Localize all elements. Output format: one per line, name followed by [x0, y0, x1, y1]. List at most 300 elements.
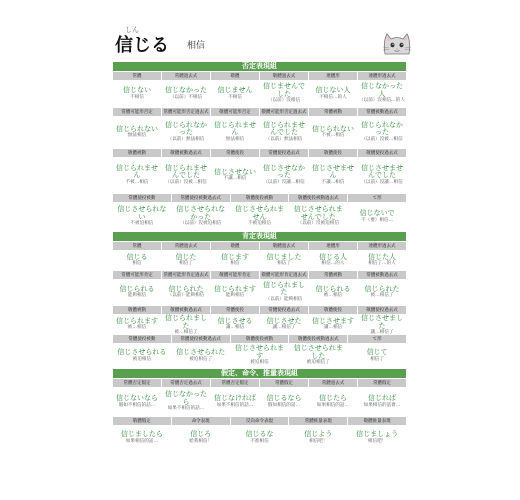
conjugation-row: [113, 108, 406, 148]
conjugated-form: 信じさせられませんでした: [293, 205, 343, 221]
conjugation-cell: [309, 306, 357, 334]
cell-body: [172, 425, 230, 450]
form-meaning: 如果相信的話…: [125, 438, 158, 444]
conjugation-cell: [260, 149, 308, 193]
conjugation-row: [113, 306, 406, 334]
form-label: 敬體被動過去式: [162, 306, 210, 314]
form-meaning: 被迫相信了: [306, 360, 330, 366]
form-meaning: （以前）無法相信: [265, 136, 303, 142]
conjugated-form: 信じさせませんでした: [361, 163, 403, 180]
cell-body: [172, 202, 230, 231]
conjugation-cell: [162, 149, 210, 193]
conjugated-form: 信じさせました: [361, 314, 403, 330]
cell-body: [211, 387, 259, 416]
cell-body: [113, 425, 171, 450]
conjugation-cell: [260, 72, 308, 107]
conjugated-form: 信じる: [126, 252, 148, 261]
cell-body: [162, 116, 210, 148]
conjugated-form: 信じられなかった: [361, 120, 403, 137]
form-meaning: 不被…相信: [125, 179, 149, 185]
conjugated-form: 信じられた: [364, 284, 400, 293]
cell-body: [348, 202, 406, 231]
form-meaning: 讓…相信: [225, 325, 245, 331]
conjugated-form: 信じられません: [116, 163, 158, 180]
cell-body: [113, 157, 161, 193]
cell-body: [162, 250, 210, 270]
cell-body: [162, 314, 210, 334]
form-label: 常體可能形肯定過去式: [163, 272, 209, 278]
conjugation-cell: [358, 72, 406, 107]
conjugation-cell: [309, 271, 357, 305]
conjugation-cell: [358, 242, 406, 270]
form-label: 敬體被動: [113, 306, 161, 314]
form-meaning: 不相信…的人: [319, 94, 347, 100]
conjugation-cell: [113, 242, 161, 270]
form-label: 常體使役被動: [113, 335, 171, 343]
conjugation-cell: [309, 108, 357, 148]
conjugation-cell: [231, 194, 289, 231]
form-meaning: 不被迫相信: [130, 221, 154, 227]
conjugation-table: [113, 61, 406, 450]
form-meaning: 給我相信！: [189, 438, 213, 444]
conjugation-row: [113, 149, 406, 193]
conjugated-form: 信じられる: [315, 284, 351, 293]
cell-body: [260, 80, 308, 107]
form-meaning: 如果相信的話會…: [363, 402, 401, 408]
form-meaning: 被…相信了: [370, 293, 394, 299]
form-label: 敬體推量表現: [348, 417, 406, 425]
form-label: 敬體被動過去式: [162, 149, 210, 157]
conjugated-form: 信じられます: [116, 316, 158, 325]
form-meaning: 相信…的人: [321, 261, 345, 267]
conjugation-cell: [289, 194, 347, 231]
conjugation-cell: [113, 108, 161, 148]
form-meaning: 如果不相信的話…: [167, 406, 205, 412]
conjugation-cell: [289, 417, 347, 450]
cell-body: [162, 157, 210, 193]
form-meaning: 能夠相信: [127, 293, 147, 299]
section-header: 假定、命令、推量表現組: [113, 369, 406, 378]
conjugation-row: [113, 335, 406, 368]
form-label: 常體否定假定: [211, 379, 259, 387]
form-label: 敬體使役過去式: [358, 149, 406, 157]
conjugated-form: 信じなければ: [214, 394, 256, 403]
cell-body: [260, 157, 308, 193]
conjugated-form: 信じられない: [116, 124, 158, 133]
form-label: 敬體可能形否定: [211, 108, 259, 116]
conjugation-cell: [211, 72, 259, 107]
conjugated-form: 信じられない: [312, 124, 354, 133]
cell-body: [211, 314, 259, 334]
cell-body: [309, 157, 357, 193]
cat-mascot-icon: [380, 29, 414, 57]
cell-body: [309, 387, 357, 416]
cell-body: [113, 116, 161, 148]
form-meaning: 相信: [230, 261, 240, 267]
form-meaning: 讓…相信了: [272, 325, 296, 331]
conjugation-cell: [211, 271, 259, 305]
conjugation-row: [113, 271, 406, 305]
form-meaning: （以前）能夠相信: [167, 293, 205, 299]
cell-body: [358, 387, 406, 416]
conjugation-cell: [113, 194, 171, 231]
form-meaning: （以前）沒被…相信: [165, 179, 207, 185]
conjugated-form: 信じなかった: [165, 86, 207, 95]
conjugation-cell: [113, 72, 161, 107]
form-label: 敬體使役被動過去式: [289, 194, 347, 202]
form-meaning: （以前）沒被…相信: [361, 136, 403, 142]
cell-body: [260, 250, 308, 270]
conjugation-cell: [113, 379, 161, 416]
form-meaning: 不准相信: [250, 438, 269, 444]
conjugation-cell: [309, 72, 357, 107]
form-meaning: 相信吧！: [309, 438, 328, 444]
conjugated-form: 信じない: [123, 86, 151, 95]
cell-body: [358, 80, 406, 107]
form-label: 常體使役被動: [113, 194, 171, 202]
conjugated-form: 信じられません: [214, 120, 256, 137]
form-label: 連體形過去式: [358, 242, 406, 250]
conjugated-form: 信じなかった人: [361, 82, 403, 98]
form-label: 敬體被動: [113, 149, 161, 157]
conjugated-form: 信じます: [221, 252, 249, 261]
conjugation-cell: [172, 194, 230, 231]
conjugation-cell: [231, 417, 289, 450]
conjugation-cell: [211, 149, 259, 193]
form-meaning: 相信了: [277, 261, 291, 267]
cell-body: [260, 314, 308, 334]
form-meaning: （以前）沒讓…相信: [263, 179, 305, 185]
conjugation-cell: [172, 335, 230, 368]
conjugation-cell: [162, 242, 210, 270]
cell-body: [289, 343, 347, 368]
conjugation-cell: [172, 417, 230, 450]
form-label: 常體過去式: [309, 379, 357, 387]
form-label: 敬體過去式: [260, 72, 308, 80]
form-meaning: 相信: [132, 261, 142, 267]
conjugation-row: [113, 379, 406, 416]
form-label: 常體被動過去式: [358, 108, 406, 116]
cell-body: [162, 279, 210, 305]
form-label: 敬體使役被動過去式: [289, 335, 347, 343]
cell-body: [162, 80, 210, 107]
form-label: 敬體: [211, 72, 259, 80]
form-label: 常體使役: [211, 306, 259, 314]
cell-body: [231, 202, 289, 231]
conjugated-form: 信じられる: [119, 284, 155, 293]
form-meaning: 讓…相信: [323, 325, 343, 331]
conjugated-form: 信じるな: [245, 430, 274, 439]
form-meaning: （以前）沒被迫相信: [297, 221, 339, 227]
form-label: 常體推量表現: [289, 417, 347, 425]
cell-body: [348, 425, 406, 450]
conjugation-cell: [162, 271, 210, 305]
cell-body: [162, 387, 210, 416]
form-label: 常體: [113, 242, 161, 250]
verb-title: 信じる: [115, 35, 169, 56]
conjugation-cell: [231, 335, 289, 368]
form-meaning: （以前）能夠相信: [265, 296, 303, 302]
form-meaning: 假如相信的話…: [267, 402, 301, 408]
conjugated-form: 信じないで: [359, 209, 395, 218]
form-label: 常體可能形否定: [113, 108, 161, 116]
conjugated-form: 信じられませんでした: [165, 163, 207, 180]
conjugation-cell: [162, 379, 210, 416]
form-meaning: 能夠相信: [225, 293, 245, 299]
form-meaning: 無法相信: [225, 136, 245, 142]
cell-body: [309, 250, 357, 270]
conjugated-form: 信じさせられます: [234, 344, 284, 360]
conjugated-form: 信じられました: [165, 314, 207, 330]
form-label: 常體: [113, 72, 161, 80]
conjugated-form: 信じた人: [368, 252, 396, 261]
cell-body: [358, 157, 406, 193]
conjugated-form: 信じれば: [368, 394, 396, 403]
conjugation-cell: [113, 271, 161, 305]
cell-body: [231, 343, 289, 368]
cell-body: [260, 387, 308, 416]
conjugation-cell: [348, 194, 406, 231]
form-label: 敬體假定: [113, 417, 171, 425]
cell-body: [309, 116, 357, 148]
form-label: 敬體使役被動: [231, 194, 289, 202]
conjugation-cell: [358, 306, 406, 334]
form-meaning: 被迫相信: [132, 356, 152, 362]
conjugated-form: 信じろ: [190, 430, 212, 439]
form-label: 常體過去式: [162, 242, 210, 250]
cell-body: [113, 202, 171, 231]
conjugated-form: 信じさせます: [312, 316, 354, 325]
cell-body: [211, 116, 259, 148]
form-label: 常體可能形肯定: [113, 271, 161, 279]
form-meaning: 被迫相信了: [189, 356, 213, 362]
conjugated-form: 信じましょう: [356, 430, 399, 439]
conjugated-form: 信じさせない: [214, 167, 256, 176]
form-label: 常體使役被動過去式: [172, 194, 230, 202]
form-label: 常體被動: [309, 108, 357, 116]
form-meaning: 如果不相信的話…: [216, 402, 254, 408]
form-label: 常體否定假定: [113, 379, 161, 387]
form-label: 常體被動過去式: [358, 271, 406, 279]
conjugated-form: 信じないなら: [116, 394, 158, 403]
cell-body: [113, 250, 161, 270]
form-meaning: 相信了: [370, 356, 384, 362]
conjugated-form: 信じられなかった: [165, 120, 207, 137]
conjugation-cell: [348, 417, 406, 450]
conjugated-form: 信じました: [266, 252, 302, 261]
form-meaning: （以前）沒相信: [267, 98, 301, 104]
form-label: 敬體使役: [309, 149, 357, 157]
conjugation-cell: [211, 306, 259, 334]
cell-body: [289, 202, 347, 231]
conjugation-cell: [211, 242, 259, 270]
form-meaning: 不相信: [228, 94, 242, 100]
conjugated-form: 信じて: [366, 348, 388, 357]
conjugation-cell: [358, 149, 406, 193]
cell-body: [113, 343, 171, 368]
conjugated-form: 信じるなら: [266, 394, 302, 403]
form-meaning: 相信了: [179, 261, 193, 267]
form-label: 敬體使役被動: [231, 335, 289, 343]
form-label: 常體使役過去式: [260, 306, 308, 314]
conjugation-cell: [162, 108, 210, 148]
cell-body: [211, 250, 259, 270]
form-label: 敬體使役過去式: [358, 306, 406, 314]
form-meaning: 假如不相信的話…: [118, 402, 156, 408]
conjugation-cell: [260, 242, 308, 270]
conjugation-cell: [260, 108, 308, 148]
form-label: 連體形過去式: [358, 72, 406, 80]
conjugated-form: 信じましたら: [120, 430, 163, 439]
conjugation-cell: [113, 335, 171, 368]
cell-body: [113, 80, 161, 107]
conjugated-form: 信じられた: [168, 284, 204, 293]
cell-body: [309, 80, 357, 107]
form-label: 常體被動: [309, 271, 357, 279]
conjugation-cell: [211, 379, 259, 416]
conjugated-form: 信じさせなかった: [263, 163, 305, 180]
form-meaning: 如果相信的話…: [316, 402, 350, 408]
cell-body: [260, 279, 308, 305]
form-label: て形: [348, 194, 406, 202]
form-label: 常體可能形否定過去式: [163, 109, 209, 115]
conjugated-form: 信じたら: [319, 394, 347, 403]
conjugated-form: 信じさせられる: [117, 348, 167, 357]
form-meaning: 不（要）相信…: [361, 217, 394, 223]
conjugated-form: 信じさせられました: [293, 344, 343, 360]
cell-body: [231, 425, 289, 450]
form-label: 敬體: [211, 242, 259, 250]
conjugation-cell: [113, 149, 161, 193]
verb-meaning: 相信: [187, 41, 206, 51]
cell-body: [358, 116, 406, 148]
conjugation-cell: [260, 379, 308, 416]
conjugation-cell: [162, 306, 210, 334]
form-meaning: 不被…相信: [321, 133, 345, 139]
conjugated-form: 信じなかったら: [165, 390, 207, 406]
form-label: 命令表現: [172, 417, 230, 425]
conjugation-cell: [113, 417, 171, 450]
conjugation-cell: [260, 271, 308, 305]
conjugated-form: 信じさせられなかった: [176, 205, 226, 221]
conjugated-form: 信じさせられません: [234, 205, 284, 221]
form-label: 反向命令表現: [231, 417, 289, 425]
form-meaning: 不相信: [130, 94, 144, 100]
form-meaning: 被迫相信: [250, 360, 269, 366]
form-label: 敬體過去式: [260, 242, 308, 250]
conjugated-form: 信じられます: [214, 284, 256, 293]
conjugated-form: 信じよう: [304, 430, 333, 439]
conjugation-row: [113, 72, 406, 107]
form-label: 常體使役過去式: [260, 149, 308, 157]
conjugated-form: 信じませんでした: [263, 82, 305, 98]
conjugated-form: 信じられませんでした: [263, 120, 305, 137]
cell-body: [113, 387, 161, 416]
form-meaning: 無法相信: [127, 133, 147, 139]
form-meaning: 相信吧！: [367, 438, 387, 444]
form-meaning: （以前）沒讓…相信: [361, 179, 403, 185]
conjugation-cell: [358, 271, 406, 305]
form-label: 連體形: [309, 242, 357, 250]
conjugated-form: 信じさせません: [312, 163, 354, 180]
conjugation-cell: [113, 306, 161, 334]
cell-body: [358, 279, 406, 305]
form-meaning: 不被迫相信: [248, 221, 271, 227]
cell-body: [172, 343, 230, 368]
conjugated-form: 信じた: [175, 252, 197, 261]
form-label: 敬體可能形肯定過去式: [261, 272, 307, 278]
cell-body: [113, 314, 161, 334]
form-label: 常體使役被動過去式: [172, 335, 230, 343]
conjugation-cell: [309, 242, 357, 270]
conjugation-cell: [358, 108, 406, 148]
conjugation-cell: [309, 149, 357, 193]
conjugation-row: [113, 417, 406, 450]
conjugated-form: 信じさせられた: [176, 348, 226, 357]
form-meaning: 被…相信了: [174, 330, 198, 334]
cell-body: [211, 157, 259, 193]
cell-body: [309, 314, 357, 334]
conjugated-form: 信じない人: [315, 86, 351, 95]
conjugation-cell: [358, 379, 406, 416]
conjugated-form: 信じる人: [319, 252, 347, 261]
conjugation-cell: [289, 335, 347, 368]
conjugation-cell: [162, 72, 210, 107]
form-meaning: 相信了…的人: [368, 261, 396, 267]
conjugated-form: 信じさせる: [217, 316, 253, 325]
section-header: 肯定表現組: [113, 232, 406, 241]
cell-body: [358, 314, 406, 334]
conjugation-cell: [260, 306, 308, 334]
cell-body: [211, 80, 259, 107]
form-meaning: 被…相信: [127, 325, 147, 331]
form-label: 連體形: [309, 72, 357, 80]
form-meaning: 讓…相信了: [370, 330, 394, 334]
form-label: 敬體可能形肯定: [211, 271, 259, 279]
conjugated-form: 信じません: [217, 86, 253, 95]
form-meaning: （以前）沒被迫相信: [180, 221, 222, 227]
cell-body: [289, 425, 347, 450]
conjugation-cell: [348, 335, 406, 368]
form-meaning: 不讓…相信: [223, 176, 247, 182]
form-meaning: 被…相信: [323, 293, 343, 299]
form-label: 常體否定過去式: [162, 379, 210, 387]
form-meaning: （以前）無法相信: [167, 136, 205, 142]
cell-body: [348, 343, 406, 368]
cell-body: [260, 116, 308, 148]
cell-body: [358, 250, 406, 270]
form-label: 常體假定: [358, 379, 406, 387]
form-label: 敬體可能形否定過去式: [261, 109, 307, 115]
form-meaning: 不讓…相信: [321, 179, 345, 185]
form-label: 敬體使役: [309, 306, 357, 314]
form-label: 常體假定: [260, 379, 308, 387]
cell-body: [211, 279, 259, 305]
cell-body: [309, 279, 357, 305]
form-label: 常體過去式: [162, 72, 210, 80]
section-header: 否定表現組: [113, 62, 406, 71]
furigana: しん: [125, 26, 139, 34]
cell-body: [113, 279, 161, 305]
form-label: 常體使役: [211, 149, 259, 157]
conjugation-cell: [211, 108, 259, 148]
form-meaning: （以前）不相信: [169, 94, 203, 100]
conjugated-form: 信じさせた: [266, 316, 302, 325]
conjugated-form: 信じられました: [263, 280, 305, 297]
conjugated-form: 信じさせられない: [117, 205, 167, 221]
conjugation-cell: [309, 379, 357, 416]
page-header: [115, 26, 415, 62]
